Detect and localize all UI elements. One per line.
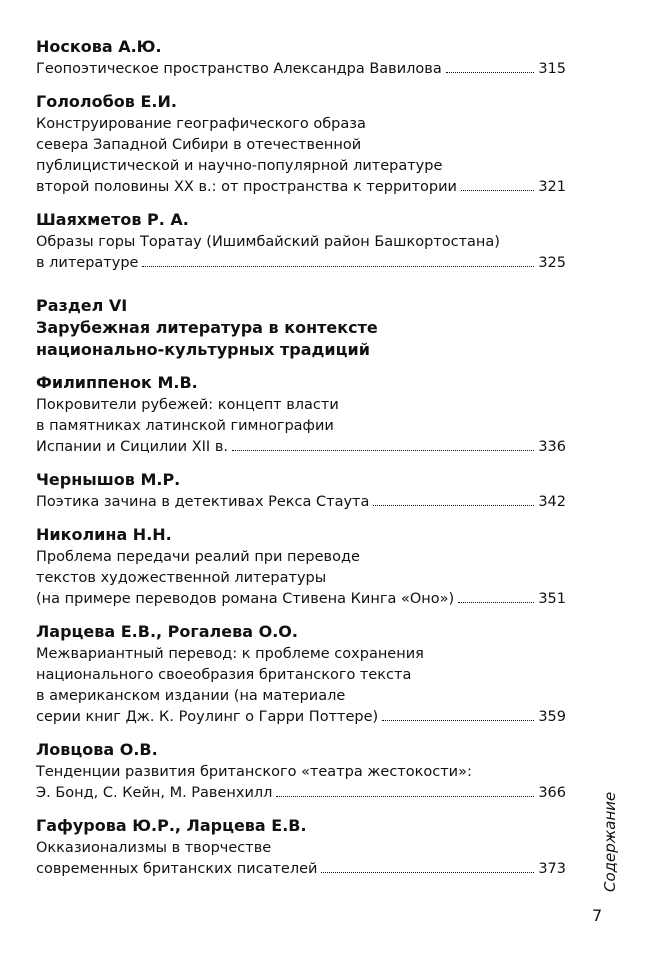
section-heading-line: Зарубежная литература в контексте — [36, 318, 378, 337]
entry-title-text: Испании и Сицилии XII в. — [36, 439, 228, 455]
entry-author: Гололобов Е.И. — [36, 92, 177, 111]
section-heading-line: национально-культурных традиций — [36, 340, 370, 359]
entry-page-number: 325 — [538, 255, 566, 271]
toc-entry — [36, 36, 566, 80]
entry-title-line: Покровители рубежей: концепт власти — [36, 397, 339, 413]
entry-author: Носкова А.Ю. — [36, 37, 162, 56]
dot-leader — [142, 266, 534, 267]
entry-title-line: севера Западной Сибири в отечественной — [36, 137, 362, 153]
dot-leader — [461, 190, 534, 191]
toc-entry — [36, 621, 566, 728]
toc-list-bottom — [36, 372, 566, 880]
entry-title-last-line — [36, 783, 566, 804]
dot-leader — [458, 602, 534, 603]
entry-page-number: 351 — [538, 591, 566, 607]
dot-leader — [232, 450, 534, 451]
entry-title-text: второй половины XX в.: от пространства к территории — [36, 179, 457, 195]
entry-title-text: (на примере переводов романа Стивена Кинга «Оно») — [36, 591, 455, 607]
dot-leader — [382, 720, 534, 721]
toc-entry — [36, 524, 566, 610]
entry-title-text: в литературе — [36, 255, 139, 271]
entry-title-last-line — [36, 253, 566, 274]
entry-title-line: публицистической и научно-популярной литературе — [36, 158, 443, 174]
entry-title-text: Поэтика зачина в детективах Рекса Стаута — [36, 494, 370, 510]
entry-title-last-line — [36, 437, 566, 458]
entry-author: Филиппенок М.В. — [36, 373, 198, 392]
entry-title-line: Проблема передачи реалий при переводе — [36, 549, 360, 565]
dot-leader — [373, 505, 534, 506]
entry-author: Ларцева Е.В., Рогалева О.О. — [36, 622, 298, 641]
side-running-head: Содержание — [601, 791, 619, 892]
entry-title-line: Образы горы Торатау (Ишимбайский район Башкортостана) — [36, 234, 500, 250]
entry-title-last-line — [36, 177, 566, 198]
toc-entry — [36, 469, 566, 513]
entry-title-line: в американском издании (на материале — [36, 688, 346, 704]
entry-title-line: в памятниках латинской гимнографии — [36, 418, 334, 434]
entry-title-text: современных британских писателей — [36, 861, 318, 877]
entry-page-number: 366 — [538, 785, 566, 801]
section-heading — [36, 295, 566, 361]
toc-entry — [36, 739, 566, 804]
entry-title-last-line — [36, 59, 566, 80]
entry-author: Чернышов М.Р. — [36, 470, 181, 489]
toc-entry — [36, 372, 566, 458]
entry-title-line: Конструирование географического образа — [36, 116, 366, 132]
entry-page-number: 315 — [538, 61, 566, 77]
entry-title-line: Межвариантный перевод: к проблеме сохранения — [36, 646, 424, 662]
page-number: 7 — [592, 906, 603, 925]
entry-page-number: 359 — [538, 709, 566, 725]
entry-title-text: серии книг Дж. К. Роулинг о Гарри Поттере) — [36, 709, 379, 725]
dot-leader — [276, 796, 534, 797]
entry-page-number: 321 — [538, 179, 566, 195]
entry-title-last-line — [36, 492, 566, 513]
entry-title-line: Окказионализмы в творчестве — [36, 840, 272, 856]
entry-title-text: Геопоэтическое пространство Александра Вавилова — [36, 61, 442, 77]
entry-title-line: национального своеобразия британского текста — [36, 667, 412, 683]
entry-title-text: Э. Бонд, С. Кейн, М. Равенхилл — [36, 785, 273, 801]
entry-author: Шаяхметов Р. А. — [36, 210, 189, 229]
entry-title-line: Тенденции развития британского «театра жестокости»: — [36, 764, 472, 780]
table-of-contents — [36, 36, 566, 891]
entry-title-last-line — [36, 589, 566, 610]
entry-page-number: 342 — [538, 494, 566, 510]
entry-author: Гафурова Ю.Р., Ларцева Е.В. — [36, 816, 307, 835]
entry-page-number: 373 — [538, 861, 566, 877]
entry-page-number: 336 — [538, 439, 566, 455]
entry-author: Ловцова О.В. — [36, 740, 158, 759]
dot-leader — [446, 72, 535, 73]
toc-entry — [36, 209, 566, 274]
toc-list-top — [36, 36, 566, 274]
toc-entry — [36, 91, 566, 198]
entry-author: Николина Н.Н. — [36, 525, 172, 544]
section-heading-line: Раздел VI — [36, 296, 128, 315]
entry-title-line: текстов художественной литературы — [36, 570, 327, 586]
entry-title-last-line — [36, 707, 566, 728]
dot-leader — [321, 872, 534, 873]
toc-entry — [36, 815, 566, 880]
entry-title-last-line — [36, 859, 566, 880]
